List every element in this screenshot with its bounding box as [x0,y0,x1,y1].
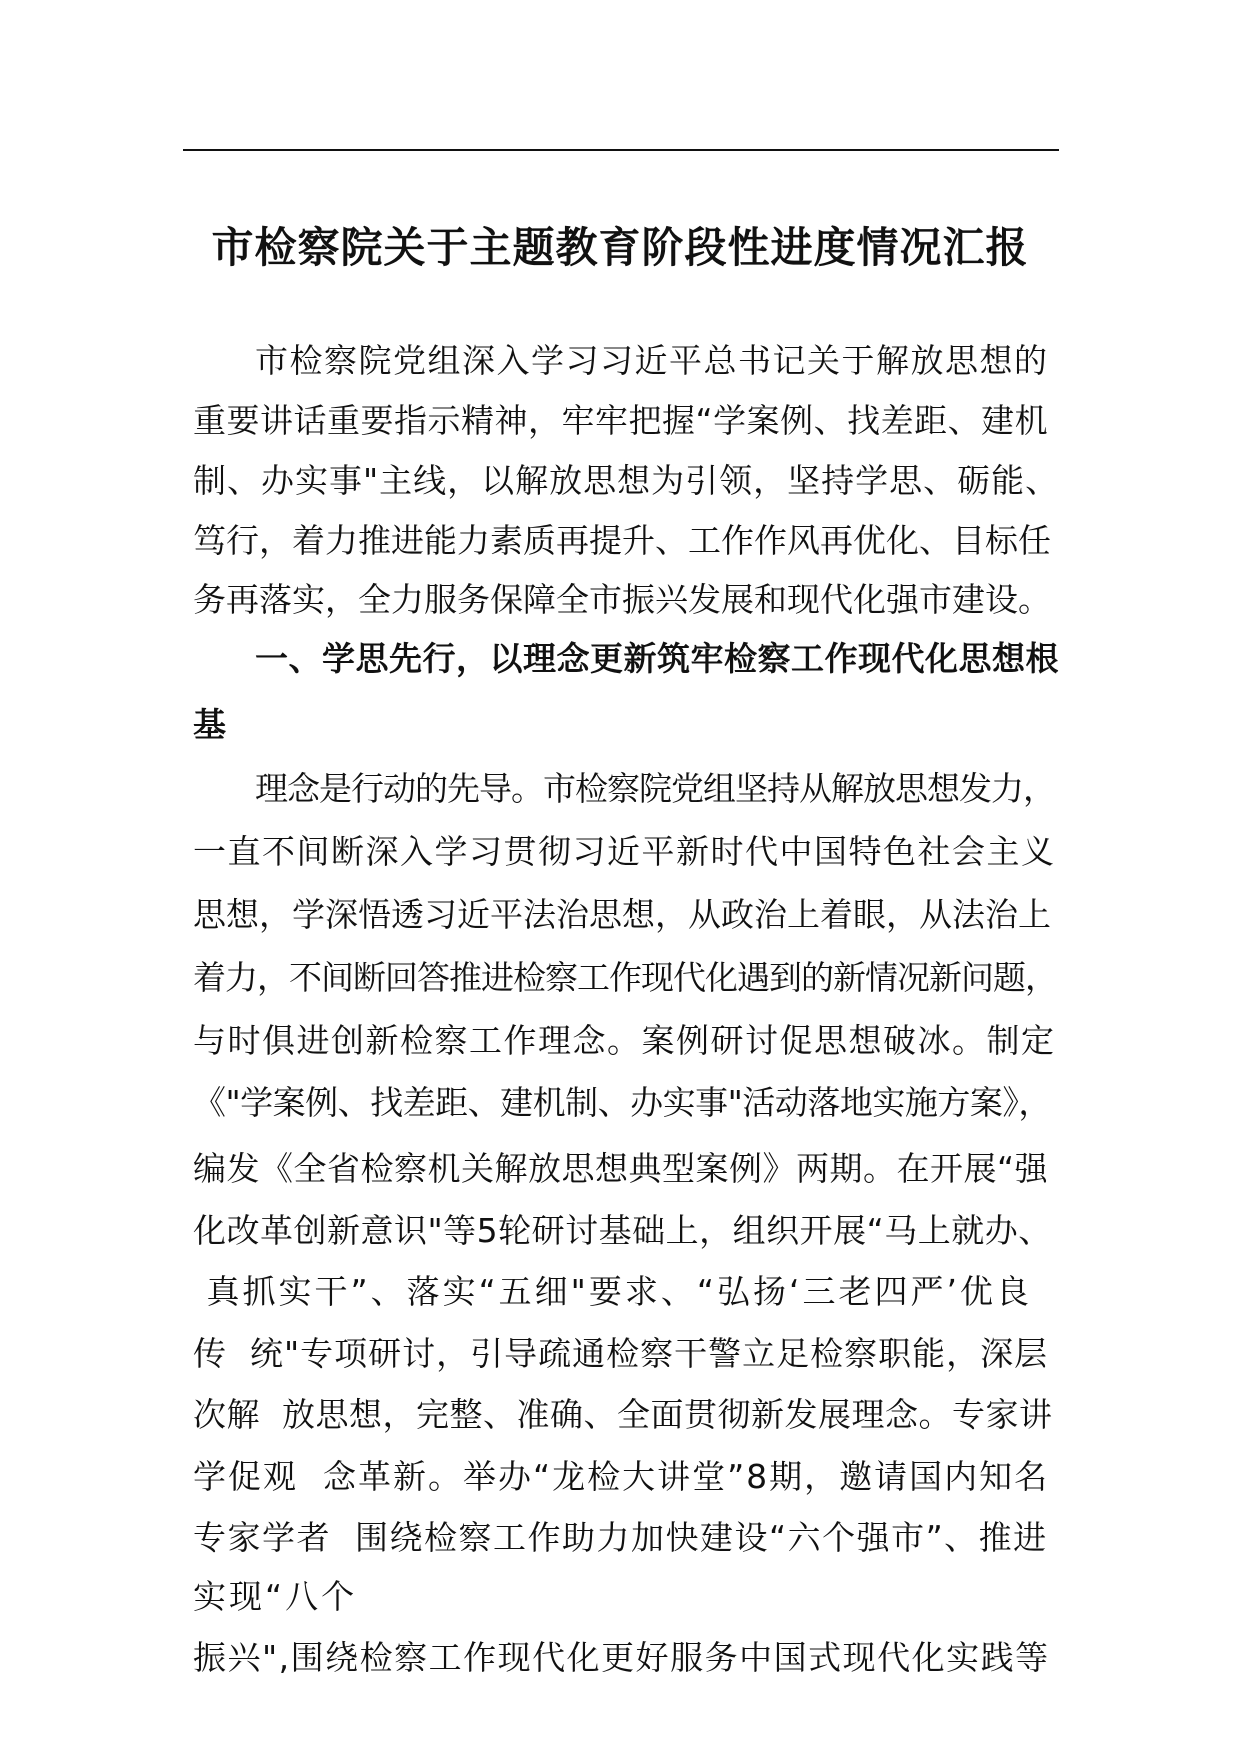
header-rule [183,149,1059,151]
body-line: 传 统"专项研讨，引导疏通检察干警立足检察职能，深层 [193,1334,1049,1373]
body-line: 理念是行动的先导。市检察院党组坚持从解放思想发力， [255,769,1055,808]
body-line: 笃行，着力推进能力素质再提升、工作作风再优化、目标任 [193,521,1051,560]
body-line: 学促观 念革新。举办“龙检大讲堂”8期，邀请国内知名 [193,1457,1050,1496]
section-heading: 一、学思先行，以理念更新筑牢检察工作现代化思想根 [255,639,1059,678]
body-line: 次解 放思想，完整、准确、全面贯彻新发展理念。专家讲 [193,1395,1053,1434]
body-line: 市检察院党组深入学习习近平总书记关于解放思想的 [255,341,1049,380]
body-line: 重要讲话重要指示精神，牢牢把握“学案例、找差距、建机 [193,401,1049,440]
body-line: 化改革创新意识"等5轮研讨基础上，组织开展“马上就办、 [193,1211,1052,1250]
body-line: 务再落实，全力服务保障全市振兴发展和现代化强市建设。 [193,580,1051,619]
body-line: 真抓实干”、落实“五细"要求、“弘扬‘三老四严’优良 [193,1272,1032,1311]
body-line: 实现“八个 [193,1577,358,1616]
body-line: 制、办实事"主线，以解放思想为引领，坚持学思、砺能、 [193,461,1060,500]
body-line: 振兴",围绕检察工作现代化更好服务中国式现代化实践等 [193,1638,1050,1677]
body-line: 与时俱进创新检察工作理念。案例研讨促思想破冰。制定 [193,1021,1056,1060]
body-line: 着力，不间断回答推进检察工作现代化遇到的新情况新问题， [193,958,1057,997]
body-line: 思想，学深悟透习近平法治思想，从政治上着眼，从法治上 [193,895,1051,934]
body-line: 专家学者 围绕检察工作助力加快建设“六个强市”、推进 [193,1518,1048,1557]
body-line: 编发《全省检察机关解放思想典型案例》两期。在开展“强 [193,1149,1049,1188]
section-heading: 基 [193,705,227,744]
body-line: 一直不间断深入学习贯彻习近平新时代中国特色社会主义 [193,832,1056,871]
body-line: 《"学案例、找差距、建机制、办实事"活动落地实施方案》， [193,1083,1051,1122]
document-title: 市检察院关于主题教育阶段性进度情况汇报 [211,223,1029,272]
